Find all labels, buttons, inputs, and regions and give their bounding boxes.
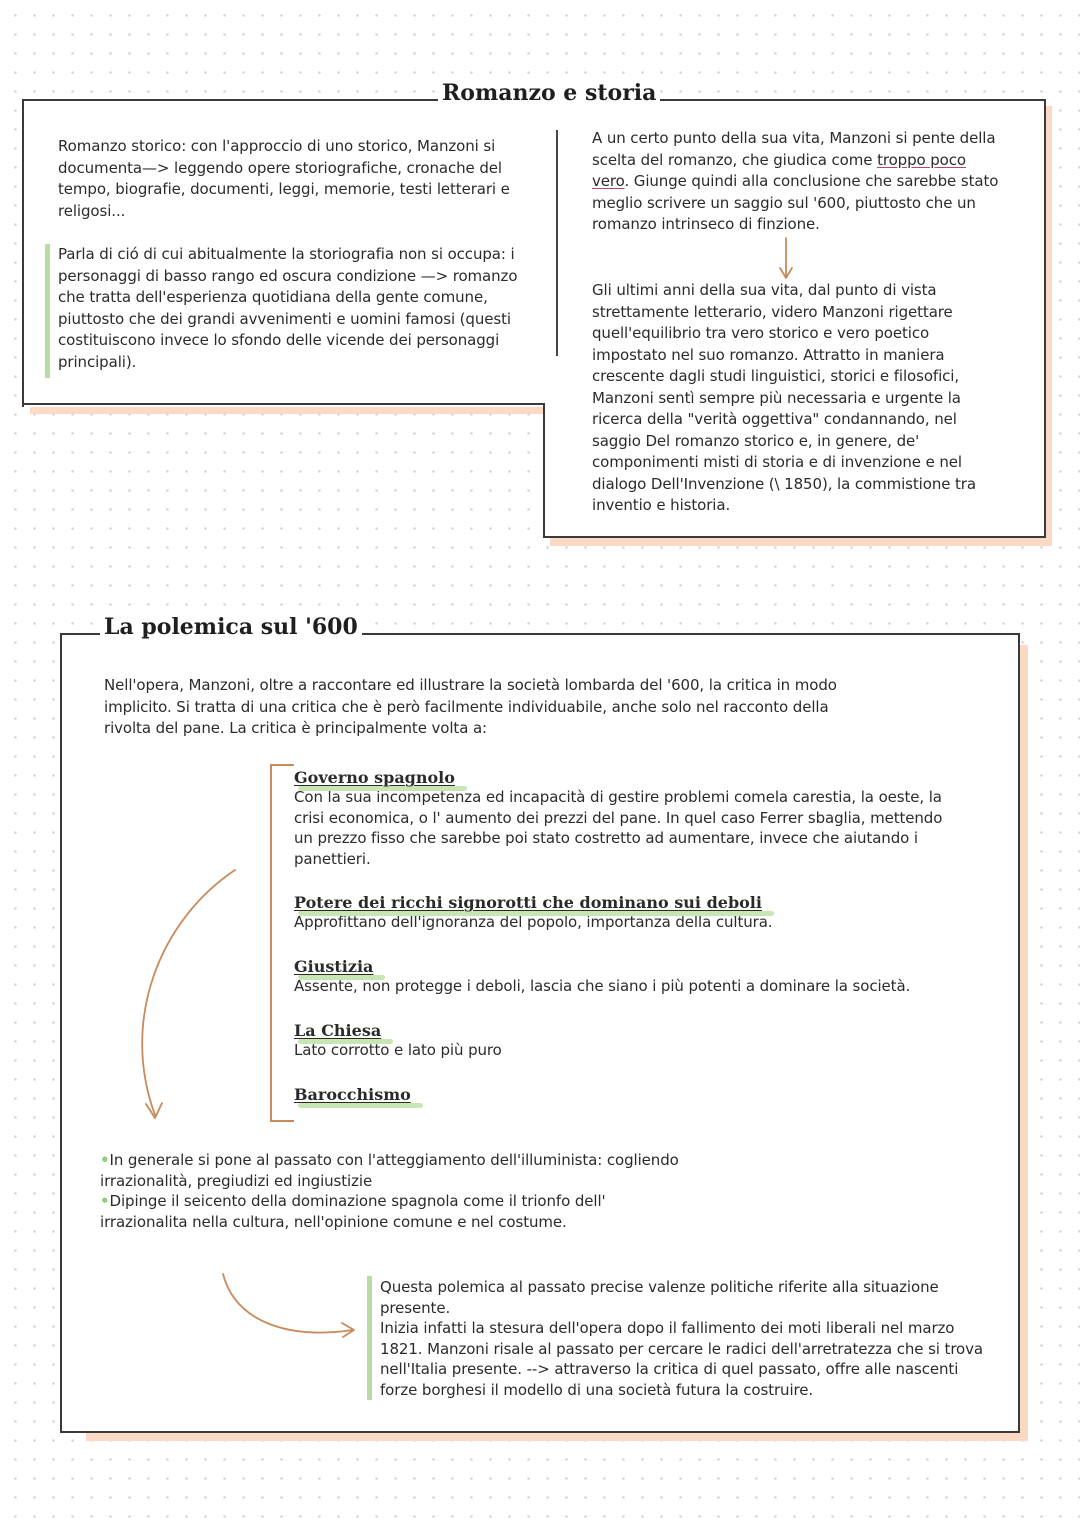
bullet-dot-icon: • <box>100 1192 110 1210</box>
highlight-bar <box>45 244 50 378</box>
bullet-text: In generale si pone al passato con l'atteggiamento dell'illuminista: cogliendo irrazionalità, pregiudizi ed ingiustizie <box>100 1151 679 1190</box>
paragraph-right-1-end: . Giunge quindi alla conclusione che sarebbe stato meglio scrivere un saggio sul '600, piuttosto che un romanzo intrinseco di finzione. <box>592 172 999 233</box>
paragraph-left-2: Parla di ció di cui abitualmente la storiografia non si occupa: i personaggi di basso rango ed oscura condizione —> romanzo che tratta dell'esperienza quotidiana della gente comune, piuttosto che dei grandi avvenimenti e uomini famosi (questi costituiscono invece lo sfondo delle vicende dei personaggi principali). <box>58 245 518 371</box>
section-title: Romanzo e storia <box>438 80 660 106</box>
criticism-item <box>294 957 974 998</box>
item-heading: La Chiesa <box>294 1021 382 1040</box>
final-paragraph-2: Inizia infatti la stesura dell'opera dopo il fallimento dei moti liberali nel marzo 1821. Manzoni risale al passato per cercare le radici dell'arretratezza che si trova nell'Italia presente. --> attraverso la critica di quel passato, offre alle nascenti forze borghesi il modello di una società futura la costruire. <box>380 1319 983 1399</box>
item-text: Lato corrotto e lato più puro <box>294 1041 502 1059</box>
item-heading: Potere dei ricchi signorotti che dominano sui deboli <box>294 893 762 912</box>
criticism-item <box>294 1085 974 1104</box>
paragraph-right-2: Gli ultimi anni della sua vita, dal punto di vista strettamente letterario, videro Manzoni rigettare quell'equilibrio tra vero storico e vero poetico impostato nel suo romanzo. Attratto in maniera crescente dagli studi linguistici, storici e filosofici, Manzoni sentì sempre più necessaria e urgente la ricerca della "verità oggettiva" condannando, nel saggio Del romanzo storico e, in genere, de' componimenti misti di storia e di invenzione e nel dialogo Dell'Invenzione (\ 1850), la commistione tra inventio e historia. <box>592 281 976 514</box>
bullet-text: Dipinge il seicento della dominazione spagnola come il trionfo dell' irrazionalita nella cultura, nell'opinione comune e nel costume. <box>100 1192 606 1231</box>
paragraph-left-1: Romanzo storico: con l'approccio di uno storico, Manzoni si documenta—> leggendo opere storiografiche, cronache del tempo, biografie, documenti, leggi, memorie, testi letterari e religosi... <box>58 137 510 220</box>
section-title: La polemica sul '600 <box>100 614 362 640</box>
item-text: Approfittano dell'ignoranza del popolo, importanza della cultura. <box>294 913 773 931</box>
final-paragraph-1: Questa polemica al passato precise valenze politiche riferite alla situazione presente. <box>380 1278 939 1317</box>
criticism-item <box>294 1021 974 1062</box>
item-heading: Giustizia <box>294 957 374 976</box>
paragraph-right-1-start: A un certo punto della sua vita, Manzoni si pente della scelta del romanzo, che giudica come <box>592 129 996 169</box>
bullet-item <box>100 1191 640 1232</box>
curved-arrow-icon <box>215 1270 365 1350</box>
bullet-dot-icon: • <box>100 1151 110 1169</box>
item-text: Con la sua incompetenza ed incapacità di gestire problemi comela carestia, la oeste, la crisi economica, o l' aumento dei prezzi del pane. In quel caso Ferrer sbaglia, mettendo un prezzo fisso che sarebbe poi stato costretto ad aumentare, invece che aiutando i panettieri. <box>294 788 943 868</box>
highlight-bar <box>367 1276 372 1400</box>
down-arrow-icon <box>776 236 796 282</box>
intro-paragraph: Nell'opera, Manzoni, oltre a raccontare ed illustrare la società lombarda del '600, la critica in modo implicito. Si tratta di una critica che è però facilmente individuabile, anche solo nel racconto della rivolta del pane. La critica è principalmente volta a: <box>104 676 837 737</box>
criticism-item <box>294 768 974 869</box>
bullet-item <box>100 1150 700 1191</box>
item-heading: Barocchismo <box>294 1085 411 1104</box>
item-heading: Governo spagnolo <box>294 768 455 787</box>
curved-arrow-icon <box>130 860 250 1130</box>
paragraph-right-1 <box>592 128 1002 236</box>
column-divider <box>556 130 558 356</box>
items-bracket <box>270 764 294 1122</box>
section-box-bottom <box>22 403 544 405</box>
criticism-item <box>294 893 974 934</box>
item-text: Assente, non protegge i deboli, lascia che siano i più potenti a dominare la società. <box>294 977 911 995</box>
underlined-phrase: troppo poco vero <box>592 150 966 190</box>
